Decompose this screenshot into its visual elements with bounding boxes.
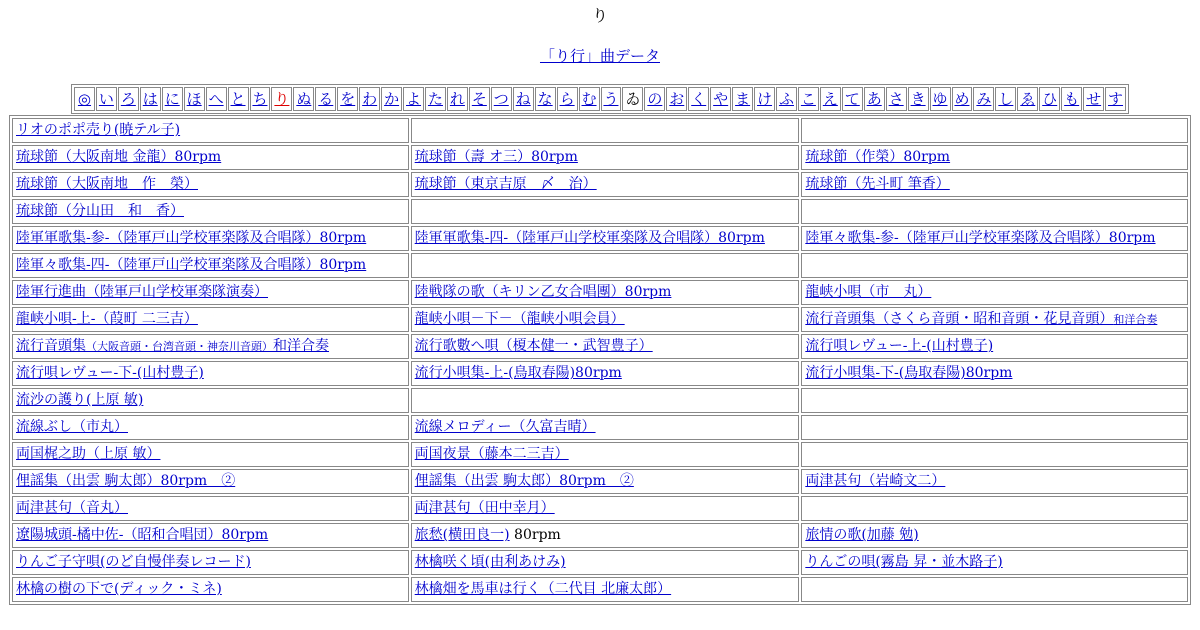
song-title: 両国梶之助（上原 敏）	[16, 446, 161, 462]
table-cell	[801, 280, 1188, 305]
kana-nav-link[interactable]: へ	[206, 87, 227, 111]
song-title: 両国夜景（藤本二三吉）	[414, 446, 569, 462]
song-link[interactable]	[415, 365, 622, 381]
song-title: 陸軍行進曲（陸軍戸山学校軍楽隊演奏）	[16, 284, 268, 300]
table-cell	[12, 523, 409, 548]
song-link[interactable]	[16, 230, 366, 246]
song-title: 琉球節（東京吉原 〆 治）	[414, 176, 597, 192]
song-speed: 80rpm	[509, 527, 561, 543]
table-cell	[411, 415, 800, 440]
song-link[interactable]	[16, 500, 128, 516]
table-cell	[411, 496, 800, 521]
song-link[interactable]	[805, 338, 993, 354]
kana-nav-link[interactable]: の	[644, 87, 665, 111]
song-link[interactable]	[16, 419, 128, 435]
song-link[interactable]	[16, 446, 160, 462]
kana-nav-link[interactable]: ほ	[184, 87, 205, 111]
song-note: 和洋合奏	[273, 338, 329, 354]
song-link[interactable]	[415, 338, 653, 354]
song-link[interactable]	[805, 149, 950, 165]
table-cell	[12, 199, 409, 224]
table-row	[12, 577, 1188, 602]
kana-nav-link[interactable]: し	[995, 87, 1016, 111]
table-cell	[801, 145, 1188, 170]
song-title: 琉球節（壽 オ三）80rpm	[414, 149, 578, 165]
song-link[interactable]	[415, 284, 672, 300]
kana-nav-link[interactable]: い	[96, 87, 117, 111]
kana-nav-link[interactable]: た	[425, 87, 446, 111]
table-row	[12, 307, 1188, 332]
kana-nav-link[interactable]: き	[908, 87, 929, 111]
kana-nav-link[interactable]: ち	[250, 87, 271, 111]
kana-nav-link[interactable]: り	[271, 87, 292, 111]
song-link[interactable]	[415, 446, 569, 462]
kana-nav-link[interactable]: さ	[886, 87, 907, 111]
song-title: 流行歌數へ唄（榎本健一・武智豊子）	[414, 338, 653, 354]
table-row	[12, 496, 1188, 521]
song-title: 俚謡集（出雲 駒太郎）80rpm ②	[414, 473, 634, 489]
kana-nav-link[interactable]: や	[710, 87, 731, 111]
song-title: 林檎咲く頃(由利あけみ)	[414, 554, 566, 570]
table-cell	[12, 577, 409, 602]
kana-nav-link[interactable]: す	[1105, 87, 1126, 111]
table-cell	[12, 253, 409, 278]
table-cell	[801, 550, 1188, 575]
table-cell	[411, 442, 800, 467]
kana-nav-link[interactable]: め	[952, 87, 973, 111]
table-row	[12, 145, 1188, 170]
song-link[interactable]	[16, 122, 180, 138]
table-cell	[801, 172, 1188, 197]
song-title: 林檎の樹の下で(ディック・ミネ)	[16, 581, 222, 597]
table-row	[12, 442, 1188, 467]
table-row	[12, 118, 1188, 143]
table-row	[12, 388, 1188, 413]
song-title: 遼陽城頭-橘中佐-（昭和合唱団）80rpm	[16, 527, 269, 543]
song-title: 陸軍々歌集-参-（陸軍戸山学校軍楽隊及合唱隊）80rpm	[805, 230, 1156, 246]
song-title: 流線ぶし（市丸）	[16, 419, 128, 435]
song-link[interactable]	[415, 473, 634, 489]
section-subtitle	[0, 46, 1200, 66]
kana-nav-link[interactable]: る	[315, 87, 336, 111]
table-cell	[801, 415, 1188, 440]
table-cell	[411, 577, 800, 602]
table-cell	[411, 199, 800, 224]
song-link[interactable]	[16, 149, 221, 165]
song-link[interactable]	[16, 473, 235, 489]
song-link[interactable]	[16, 176, 198, 192]
table-cell	[801, 226, 1188, 251]
song-table	[9, 115, 1191, 605]
song-link[interactable]	[415, 581, 671, 597]
table-row	[12, 361, 1188, 386]
table-cell	[12, 118, 409, 143]
song-link[interactable]	[16, 257, 366, 273]
song-title: 両津甚句（田中幸月）	[414, 500, 555, 516]
table-cell	[12, 334, 409, 359]
kana-index-nav	[71, 84, 1129, 114]
kana-nav-link[interactable]: む	[579, 87, 600, 111]
kana-nav-link[interactable]: こ	[798, 87, 819, 111]
table-cell	[12, 361, 409, 386]
table-row	[12, 253, 1188, 278]
song-link[interactable]	[805, 230, 1155, 246]
song-link[interactable]	[805, 284, 931, 300]
table-cell	[12, 388, 409, 413]
table-cell	[801, 334, 1188, 359]
table-cell	[12, 496, 409, 521]
table-cell	[12, 307, 409, 332]
song-link[interactable]	[805, 365, 1012, 381]
song-title: りんご子守唄(のど自慢伴奏レコード)	[16, 554, 251, 570]
song-link[interactable]	[16, 392, 143, 408]
song-title: 旅情の歌(加藤 勉)	[805, 527, 919, 543]
kana-nav-link[interactable]: も	[1061, 87, 1082, 111]
kana-nav-link[interactable]: お	[666, 87, 687, 111]
song-title: 旅愁(横田良一)	[414, 527, 510, 543]
table-row	[12, 280, 1188, 305]
table-cell	[801, 199, 1188, 224]
song-title: 琉球節（分山田 和 香）	[16, 203, 184, 219]
table-cell	[411, 550, 800, 575]
table-cell	[801, 388, 1188, 413]
song-link[interactable]	[415, 176, 597, 192]
kana-nav-link[interactable]: け	[754, 87, 775, 111]
kana-nav-link[interactable]: つ	[491, 87, 512, 111]
table-cell	[411, 361, 800, 386]
song-link[interactable]	[805, 527, 918, 543]
kana-nav-link[interactable]: に	[162, 87, 183, 111]
song-link[interactable]	[415, 500, 555, 516]
song-title: 琉球節（先斗町 筆香）	[805, 176, 950, 192]
table-cell	[12, 442, 409, 467]
song-link[interactable]	[805, 311, 1157, 327]
kana-nav-link[interactable]: と	[228, 87, 249, 111]
song-link[interactable]	[16, 203, 184, 219]
kana-nav-link[interactable]: て	[842, 87, 863, 111]
song-link[interactable]	[415, 230, 765, 246]
song-title: 琉球節（大阪南地 金龍）80rpm	[16, 149, 222, 165]
table-row	[12, 226, 1188, 251]
kana-nav-link[interactable]: わ	[359, 87, 380, 111]
kana-nav-link[interactable]: ぬ	[293, 87, 314, 111]
song-title: 両津甚句（岩崎文二）	[805, 473, 946, 489]
table-cell	[12, 226, 409, 251]
song-link[interactable]	[415, 311, 625, 327]
song-link[interactable]	[805, 473, 945, 489]
table-cell	[801, 469, 1188, 494]
table-cell	[12, 415, 409, 440]
kana-nav-link[interactable]: う	[601, 87, 622, 111]
song-title: 琉球節（作榮）80rpm	[805, 149, 951, 165]
song-link[interactable]	[16, 365, 204, 381]
song-title: 両津甚句（音丸）	[16, 500, 128, 516]
kana-nav-link[interactable]: ろ	[118, 87, 139, 111]
table-cell	[12, 469, 409, 494]
song-title: 龍峡小唄（市 丸）	[805, 284, 932, 300]
table-row	[12, 172, 1188, 197]
table-row	[12, 469, 1188, 494]
song-link[interactable]	[415, 419, 596, 435]
song-link[interactable]	[805, 554, 1002, 570]
kana-nav-link[interactable]: ゑ	[1017, 87, 1038, 111]
song-title: 流行小唄集-下-(鳥取春陽)80rpm	[805, 365, 1013, 381]
kana-nav-link[interactable]: か	[381, 87, 402, 111]
song-title: 流行唄レヴュー-下-(山村豊子)	[16, 365, 204, 381]
song-link[interactable]	[16, 554, 251, 570]
kana-nav-link[interactable]: え	[820, 87, 841, 111]
table-cell	[801, 496, 1188, 521]
kana-nav-link[interactable]: は	[140, 87, 161, 111]
kana-nav-link[interactable]: ま	[732, 87, 753, 111]
kana-nav-link[interactable]: ゐ	[622, 87, 643, 111]
table-cell	[411, 307, 800, 332]
table-cell	[411, 172, 800, 197]
subtitle-link[interactable]: 「り行」曲データ	[539, 47, 660, 65]
song-title: 流行音頭集	[16, 338, 86, 354]
song-link[interactable]	[16, 527, 268, 543]
song-title: 陸軍々歌集-四-（陸軍戸山学校軍楽隊及合唱隊）80rpm	[16, 257, 367, 273]
kana-nav-link[interactable]: く	[688, 87, 709, 111]
song-title: 林檎畑を馬車は行く（二代目 北廉太郎）	[414, 581, 672, 597]
table-cell	[411, 226, 800, 251]
table-cell	[411, 523, 800, 548]
song-title: 陸軍軍歌集-四-（陸軍戸山学校軍楽隊及合唱隊）80rpm	[414, 230, 765, 246]
table-cell	[801, 118, 1188, 143]
song-note: （大阪音頭・台湾音頭・神奈川音頭）	[86, 340, 273, 353]
song-link[interactable]	[805, 176, 949, 192]
kana-nav-link[interactable]: ◎	[74, 87, 95, 111]
table-cell	[12, 280, 409, 305]
kana-nav-link[interactable]: あ	[864, 87, 885, 111]
song-title: 龍峡小唄-上-（葭町 二三吉）	[16, 311, 198, 327]
table-cell	[12, 172, 409, 197]
song-link[interactable]	[415, 554, 566, 570]
kana-nav-link[interactable]: み	[973, 87, 994, 111]
table-cell	[411, 253, 800, 278]
song-title: リオのポポ売り(暁テル子)	[16, 122, 181, 138]
table-cell	[411, 118, 800, 143]
song-title: 流行音頭集（さくら音頭・昭和音頭・花見音頭）	[805, 311, 1114, 327]
table-cell	[411, 280, 800, 305]
table-cell	[801, 361, 1188, 386]
table-cell	[12, 145, 409, 170]
table-cell	[801, 442, 1188, 467]
song-title: 流行唄レヴュー-上-(山村豊子)	[805, 338, 994, 354]
song-link[interactable]	[16, 338, 329, 354]
song-title: 流行小唄集-上-(鳥取春陽)80rpm	[414, 365, 622, 381]
kana-nav-link[interactable]: を	[337, 87, 358, 111]
table-cell	[801, 307, 1188, 332]
kana-nav-link[interactable]: ら	[557, 87, 578, 111]
song-link[interactable]	[415, 149, 578, 165]
kana-nav-link[interactable]: よ	[403, 87, 424, 111]
song-title: 琉球節（大阪南地 作 榮）	[16, 176, 198, 192]
song-title: 龍峡小唄－下－（龍峡小唄会員）	[414, 311, 625, 327]
table-row	[12, 415, 1188, 440]
kana-nav-link[interactable]: れ	[447, 87, 468, 111]
kana-nav-link[interactable]: ひ	[1039, 87, 1060, 111]
kana-nav-link[interactable]: ふ	[776, 87, 797, 111]
song-title: 流沙の護り(上原 敏)	[16, 392, 144, 408]
kana-nav-link[interactable]: そ	[469, 87, 490, 111]
song-link[interactable]	[16, 284, 268, 300]
table-cell	[411, 388, 800, 413]
table-cell	[411, 145, 800, 170]
table-row	[12, 334, 1188, 359]
table-row	[12, 523, 1188, 548]
table-cell	[411, 469, 800, 494]
song-link[interactable]	[415, 527, 510, 543]
song-note: 和洋合奏	[1113, 313, 1158, 326]
table-cell	[801, 577, 1188, 602]
song-title: 俚謡集（出雲 駒太郎）80rpm ②	[16, 473, 236, 489]
kana-nav-link[interactable]: な	[535, 87, 556, 111]
table-cell	[12, 550, 409, 575]
table-cell	[801, 253, 1188, 278]
table-cell	[801, 523, 1188, 548]
table-row	[12, 550, 1188, 575]
song-title: 流線メロディー（久富吉晴）	[414, 419, 596, 435]
table-cell	[411, 334, 800, 359]
song-link[interactable]	[16, 311, 198, 327]
kana-nav-link[interactable]: ね	[513, 87, 534, 111]
kana-nav-link[interactable]: せ	[1083, 87, 1104, 111]
kana-nav-link[interactable]: ゆ	[930, 87, 951, 111]
song-title: 陸戦隊の歌（キリン乙女合唱團）80rpm	[414, 284, 672, 300]
song-link[interactable]	[16, 581, 222, 597]
page-title: り	[591, 6, 608, 25]
table-row	[12, 199, 1188, 224]
song-title: 陸軍軍歌集-参-（陸軍戸山学校軍楽隊及合唱隊）80rpm	[16, 230, 367, 246]
song-title: りんごの唄(霧島 昇・並木路子)	[805, 554, 1003, 570]
